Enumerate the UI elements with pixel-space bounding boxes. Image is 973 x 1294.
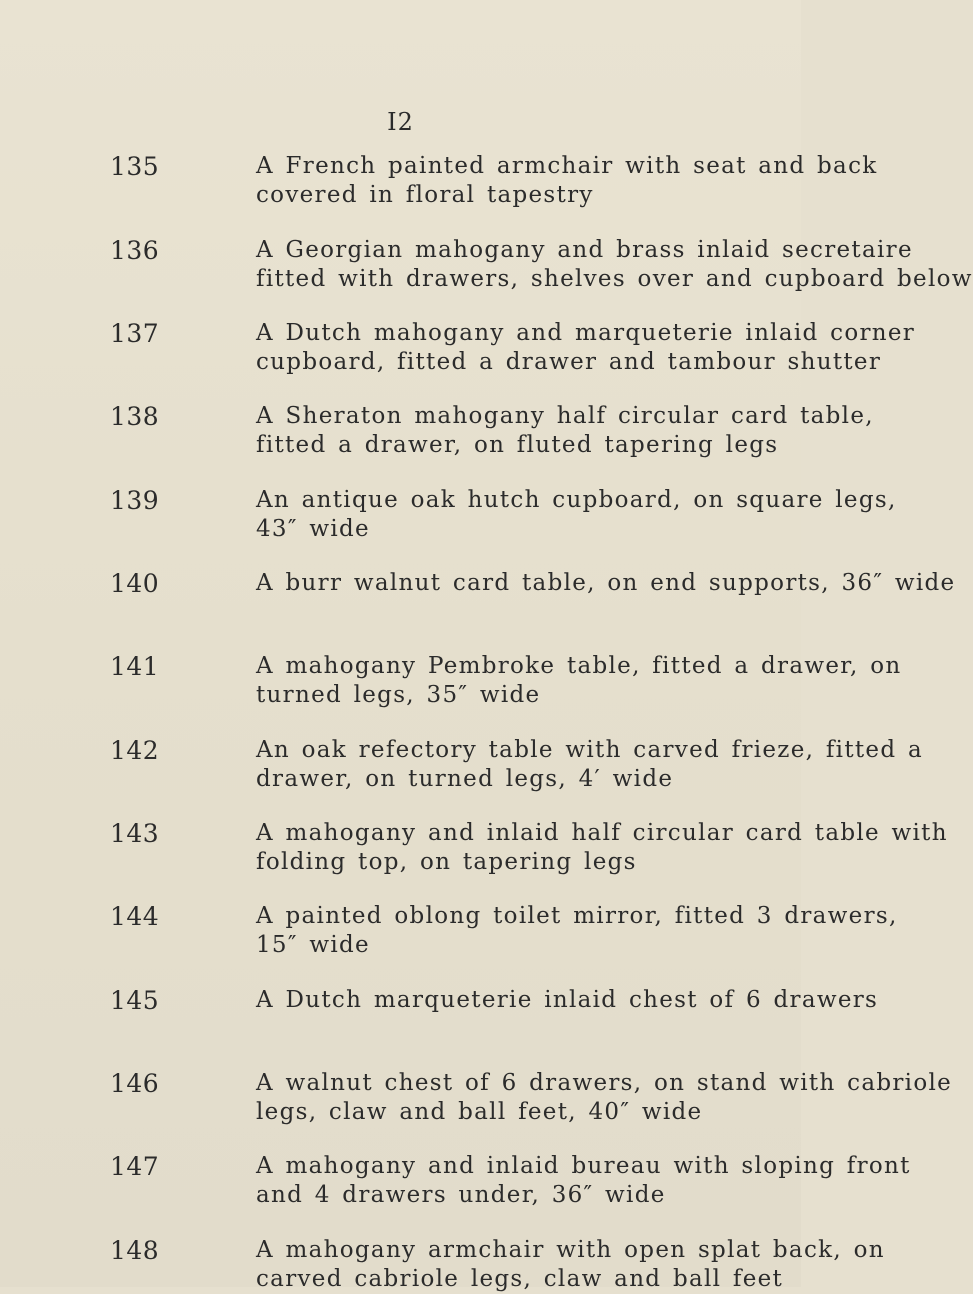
lot-description-line: A mahogany armchair with open splat back, on xyxy=(256,1237,885,1263)
lot-number: 147 xyxy=(110,1152,160,1181)
lot-description xyxy=(256,1152,911,1210)
lot-number: 142 xyxy=(110,736,160,765)
page-number: I2 xyxy=(387,108,414,136)
lot-description-line: A Dutch marqueterie inlaid chest of 6 drawers xyxy=(256,987,879,1013)
lot-description xyxy=(256,319,916,377)
lot-description-line: folding top, on tapering legs xyxy=(256,849,637,875)
lot-description-line: cupboard, fitted a drawer and tambour shutter xyxy=(256,349,882,375)
lot-description-line: A Dutch mahogany and marqueterie inlaid corner xyxy=(256,320,916,346)
lot-number: 140 xyxy=(110,569,160,598)
lot-description xyxy=(256,1069,953,1127)
lot-description-line: fitted with drawers, shelves over and cupboard below xyxy=(256,266,973,292)
lot-description-line: A Sheraton mahogany half circular card table, xyxy=(256,403,874,429)
lot-description-line: legs, claw and ball feet, 40″ wide xyxy=(256,1099,703,1125)
lot-description xyxy=(256,569,956,598)
lot-number: 137 xyxy=(110,319,160,348)
lot-number: 138 xyxy=(110,402,160,431)
lot-number: 139 xyxy=(110,486,160,515)
lot-description xyxy=(256,152,878,210)
lot-description xyxy=(256,819,948,877)
lot-number: 145 xyxy=(110,986,160,1015)
lot-description-line: and 4 drawers under, 36″ wide xyxy=(256,1182,666,1208)
lot-description-line: A burr walnut card table, on end supports, 36″ wide xyxy=(256,570,956,596)
lot-description xyxy=(256,1236,885,1294)
lot-description-line: A walnut chest of 6 drawers, on stand with cabriole xyxy=(256,1070,953,1096)
lot-description-line: An oak refectory table with carved frieze, fitted a xyxy=(256,737,923,763)
lot-description-line: A French painted armchair with seat and back xyxy=(256,153,878,179)
lot-description-line: An antique oak hutch cupboard, on square legs, xyxy=(256,487,897,513)
lot-description-line: A painted oblong toilet mirror, fitted 3 drawers, xyxy=(256,903,898,929)
lot-number: 141 xyxy=(110,652,160,681)
lot-description-line: A mahogany and inlaid half circular card table with xyxy=(256,820,948,846)
lot-description xyxy=(256,402,874,460)
lot-number: 144 xyxy=(110,902,160,931)
lot-description-line: turned legs, 35″ wide xyxy=(256,682,541,708)
lot-description-line: 15″ wide xyxy=(256,932,370,958)
lot-description xyxy=(256,736,923,794)
lot-number: 148 xyxy=(110,1236,160,1265)
lot-number: 143 xyxy=(110,819,160,848)
lot-description xyxy=(256,902,898,960)
lot-description xyxy=(256,486,897,544)
lot-number: 136 xyxy=(110,236,160,265)
lot-number: 135 xyxy=(110,152,160,181)
lot-description-line: A mahogany Pembroke table, fitted a drawer, on xyxy=(256,653,902,679)
lot-description-line: covered in floral tapestry xyxy=(256,182,594,208)
lot-description-line: drawer, on turned legs, 4′ wide xyxy=(256,766,674,792)
lot-description xyxy=(256,236,973,294)
lot-description-line: A Georgian mahogany and brass inlaid secretaire xyxy=(256,237,913,263)
lot-description xyxy=(256,986,879,1015)
lot-description-line: 43″ wide xyxy=(256,516,370,542)
lot-description-line: carved cabriole legs, claw and ball feet xyxy=(256,1266,784,1292)
lot-description xyxy=(256,652,902,710)
lot-number: 146 xyxy=(110,1069,160,1098)
lot-description-line: fitted a drawer, on fluted tapering legs xyxy=(256,432,779,458)
lot-description-line: A mahogany and inlaid bureau with sloping front xyxy=(256,1153,911,1179)
